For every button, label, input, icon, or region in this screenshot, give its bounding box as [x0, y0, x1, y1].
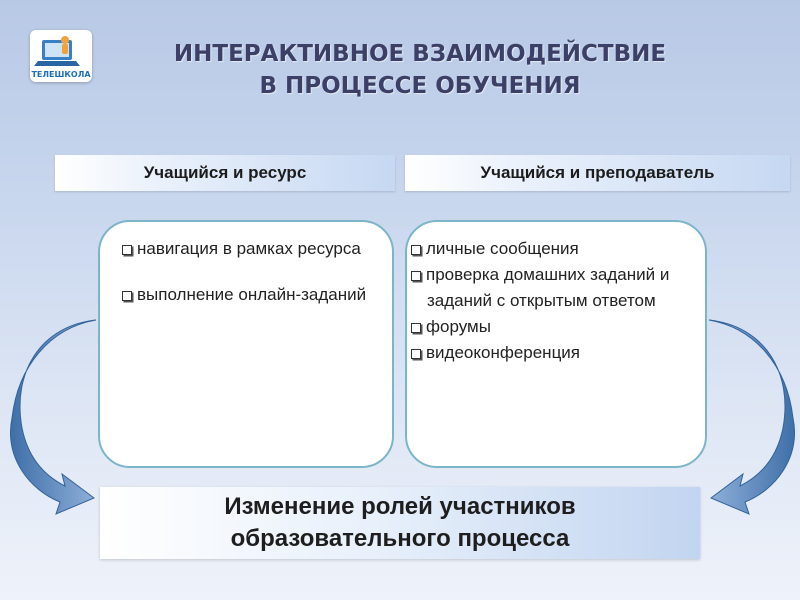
header-student-teacher: Учащийся и преподаватель [405, 155, 790, 191]
page-title [120, 38, 720, 102]
curved-arrow-left-icon [10, 318, 100, 518]
checkbox-bullet-icon [122, 291, 132, 301]
roles-change-banner [100, 487, 700, 559]
logo-text: ТЕЛЕШКОЛА [31, 70, 91, 79]
list-item: личные сообщения [409, 236, 701, 262]
checkbox-bullet-icon [411, 271, 421, 281]
student-resource-list [104, 236, 384, 328]
checkbox-bullet-icon [411, 349, 421, 359]
student-resource-box [98, 220, 394, 468]
header-student-resource: Учащийся и ресурс [55, 155, 395, 191]
checkbox-bullet-icon [411, 245, 421, 255]
student-teacher-list [409, 236, 701, 366]
title-line-2: В ПРОЦЕССЕ ОБУЧЕНИЯ [259, 73, 581, 99]
title-line-1: ИНТЕРАКТИВНОЕ ВЗАИМОДЕЙСТВИЕ [173, 41, 667, 67]
checkbox-bullet-icon [411, 323, 421, 333]
list-item: форумы [409, 314, 701, 340]
banner-line-2: образовательного процесса [230, 525, 570, 552]
telescola-logo [30, 30, 92, 82]
roles-change-text [120, 491, 680, 555]
list-item: навигация в рамках ресурса [104, 236, 384, 262]
list-item: видеоконференция [409, 340, 701, 366]
checkbox-bullet-icon [122, 245, 132, 255]
curved-arrow-right-icon [705, 318, 795, 518]
list-item: выполнение онлайн-заданий [104, 282, 384, 308]
banner-line-1: Изменение ролей участников [224, 493, 576, 520]
student-teacher-box [405, 220, 707, 468]
list-item: проверка домашних заданий и заданий с открытым ответом [409, 262, 701, 314]
